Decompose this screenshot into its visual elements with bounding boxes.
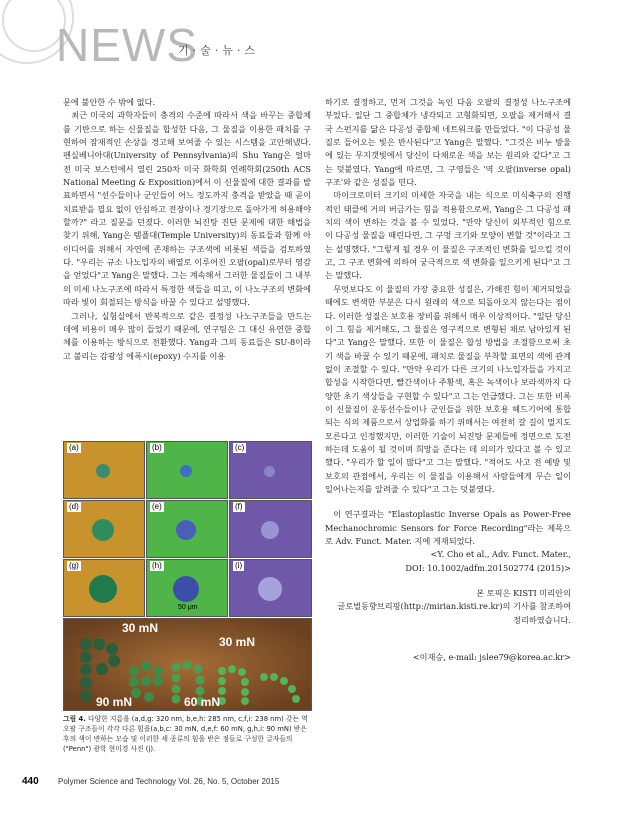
panel-label: (a) (69, 443, 79, 452)
source-note: 정리하였습니다. (513, 614, 571, 625)
indent-dot (261, 521, 279, 539)
source-note: 글로벌동향브리핑(http://mirian.kisti.re.kr)의 기사를 참조하여 (337, 601, 571, 612)
caption-label: 그림 4. (63, 715, 86, 723)
indent-dot (96, 464, 110, 478)
panel-c (229, 441, 312, 499)
indent-dot (264, 466, 275, 477)
section-subtitle: 기·술·뉴·스 (178, 44, 259, 57)
force-label: 60 mN (184, 695, 221, 709)
panel-label: (h) (152, 561, 162, 570)
paragraph: 하기로 결정하고, 먼저 그것을 녹인 다음 오팔의 결정성 나노구조에 부었다. 일단 그 중합체가 냉각되고 고형화되면, 오팔을 제거해서 결국 스펀지를 닮은 다공성 중합체 네트워크를 만들었다. "이 다공성 물질로 들어오는 빛은 반사된다"고 Yang은 말했다. "그것은 비누 방울에 있는 무지갯빛에서 당신이 다채로운 색을 보는 원리와 같다"고 그는 덧붙였다. Yang에 따르면, 그 구영들은 '역 오팔(inverse opal) 구조'와 같은 성질을 띤다. (325, 97, 571, 188)
figure-4 (63, 441, 311, 709)
paragraph: 그러나, 실험실에서 반복적으로 같은 결정성 나노구조들을 만드는 데에 비용이 매우 많이 들었기 때문에, 연구팀은 그 대신 유연한 중합체를 이용하는 방식으로 전환했다. Yang과 그의 동료들은 SU-8이라고 불리는 감광성 에폭시(epoxy) 수지를 이용 (63, 310, 311, 361)
panel-j (63, 618, 312, 711)
panel-label: (e) (152, 502, 162, 511)
force-label: 30 mN (219, 635, 256, 649)
panel-label: (b) (152, 443, 162, 452)
indent-dot (173, 576, 199, 602)
paragraph: 마이크로미터 크기의 미세한 자국을 내는 식으로 미식축구의 진행적인 태클에 거의 버금가는 힘을 적용함으로써, Yang은 그 다공성 패치의 색이 변하는 것을 볼 수 있었다. "만약 당신이 외부적인 힘으로 이 다공성 물질을 때린다면, 그 구멍 크기와 모양이 변할 것"이라고 그는 설명했다. "그렇게 될 경우 이 물질은 구조적인 변화를 일으킬 것이고, 그 구조 변화에 의하여 궁극적으로 색 변화를 일으키게 된다"고 그는 말했다. (325, 190, 571, 281)
panel-label: (g) (69, 561, 79, 570)
panel-g (63, 559, 145, 617)
indent-dot (180, 465, 192, 477)
paragraph: 최근 미국의 과학자들이 충격의 수준에 따라서 색을 바꾸는 중합체를 기반으로 하는 신물질을 합성한 다음, 그 물질을 이용한 패치를 구현하여 잠재적인 손상을 경고해 보여줄 수 있는 시스템을 고안해냈다. 펜실베니아대(University of Pennsylvania)의 Shu Yang은 얼마 전 미국 보스턴에서 열린 250차 미국 화학회 연례학회(250th ACS National Meeting & Exposition)에서 이 신물질에 대한 결과를 발표하면서 "선수들이나 군인들이 어느 정도까지 충격을 받았을 때 곧이 치료받을 필요 없이 안심하고 전장이나 경기장으로 돌아가게 허용해야 할까?" 라고 질문을 던졌다. 이러한 뇌진탕 진단 문제에 대한 해법을 찾기 위해, Yang은 템플대(Temple University)의 동료들과 함께 아이디어를 위해서 자연에 존재하는 구조색에 비롯된 색들을 검토하였다. "우리는 규소 나노입자의 배열로 이루어진 오팔(opal)로부터 영감을 얻었다"고 Yang은 말했다. 그는 계속해서 그러한 물질들이 그 내부의 미세 나노구조에 따라서 특정한 색들을 띠고, 이 나노구조의 변화에 따라 빛이 회절되는 방식을 바꿀 수 있다고 설명했다. (63, 110, 311, 308)
panel-label: (c) (235, 443, 245, 452)
panel-f (229, 500, 312, 558)
source-note: 본 토픽은 KISTI 미리안의 (476, 588, 571, 599)
indent-dot (92, 519, 114, 541)
figure-caption (63, 714, 313, 754)
closing-paragraph: 이 연구결과는 "Elastoplastic Inverse Opals as Power-Free Mechanochromic Sensors for Force Recording"라는 제목으로 Adv. Funct. Mater. 지에 게재되었다. (325, 509, 571, 546)
indent-dot (89, 575, 117, 603)
journal-info: Polymer Science and Technology Vol. 26, No. 5, October 2015 (58, 777, 280, 786)
indent-dot (176, 520, 196, 540)
paragraph: 문에 불안한 수 밖에 없다. (63, 97, 156, 107)
panel-label: (d) (69, 502, 79, 511)
reference-line: DOI: 10.1002/adfm.201502774 (2015)> (405, 562, 571, 573)
panel-a (63, 441, 145, 499)
panel-label: (i) (235, 561, 243, 570)
panel-b (146, 441, 228, 499)
panel-i (178, 559, 312, 617)
left-column (63, 96, 311, 363)
reference-line: <Y. Cho et al., Adv. Funct. Mater., (430, 549, 571, 560)
caption-text: 다양한 지름을 (a,d,g: 320 nm, b,e,h: 285 nm, c,f,i: 238 nm) 갖는 역 오팔 구조들이 각각 다른 힘을(a,b,c: 30 mN, d,e,f: 60 mN, g,h,i: 90 mN) 받은 후의 색이 변하는 모습 및 이러한 세 종류의 힘을 받은 점들로 구성한 글자들의 ("Penn") 광학 현미경 사진 (j). (63, 715, 308, 753)
author-line: <이재승, e-mail: jslee79@korea.ac.kr> (412, 652, 571, 663)
scale-bar-label: 50 μm (178, 604, 198, 611)
indent-dot (258, 577, 282, 601)
panel-label: (f) (235, 502, 243, 511)
panel-d (63, 500, 145, 558)
force-label: 90 mN (96, 695, 133, 709)
panel-e (146, 500, 228, 558)
paragraph: 무엇보다도 이 물질의 가장 중요한 성질은, 가해진 힘이 제거되었을 때에도 변색한 부분은 다시 원래의 색으로 되돌아오지 않는다는 점이다. 이러한 성질은 보호용 장비를 위해서 매우 이상적이다. "일단 당신이 그 힘을 제거해도, 그 물질은 영구적으로 변형된 채로 남아있게 된다"고 Yang은 말했다. 또한 이 물질은 합성 방법을 조절함으로써 초기 색을 바꿀 수 있기 때문에, 패치로 물질을 부착할 표면의 색에 관계없이 조절할 수 있다. "만약 우리가 다른 크기의 나노입자들을 가지고 합성을 시작한다면, 빨간색이나 주황색, 혹은 녹색이나 보라색까지 다양한 초기 색상들을 구현할 수 있다"고 그는 언급했다. 그는 또한 비록 이 신물질이 운동선수들이나 군인들을 위한 보호용 헤드기어에 통합되는 식의 제품으로서 상업화를 하기 위해서는 여전히 갈 길이 멀지도 모른다고 인정했지만, 이러한 기술이 뇌진탕 문제들에 정면으로 도전하는데 도움이 될 것이며 희망을 준다는 데 의의가 있다고 볼 수 있고 했다. "우리가 할 일이 많다"고 그는 말했다. "적어도 사고 전 예방 및 보호의 관점에서, 우리는 이 물질을 이용해서 사람들에게 무슨 일이 일어나는지를 알려줄 수 있다"고 그는 덧붙였다. (325, 283, 571, 494)
page-number: 440 (22, 776, 39, 787)
force-label: 30 mN (122, 621, 159, 635)
section-title: NEWS (56, 19, 198, 71)
right-column (325, 96, 571, 664)
page-header (0, 0, 621, 78)
